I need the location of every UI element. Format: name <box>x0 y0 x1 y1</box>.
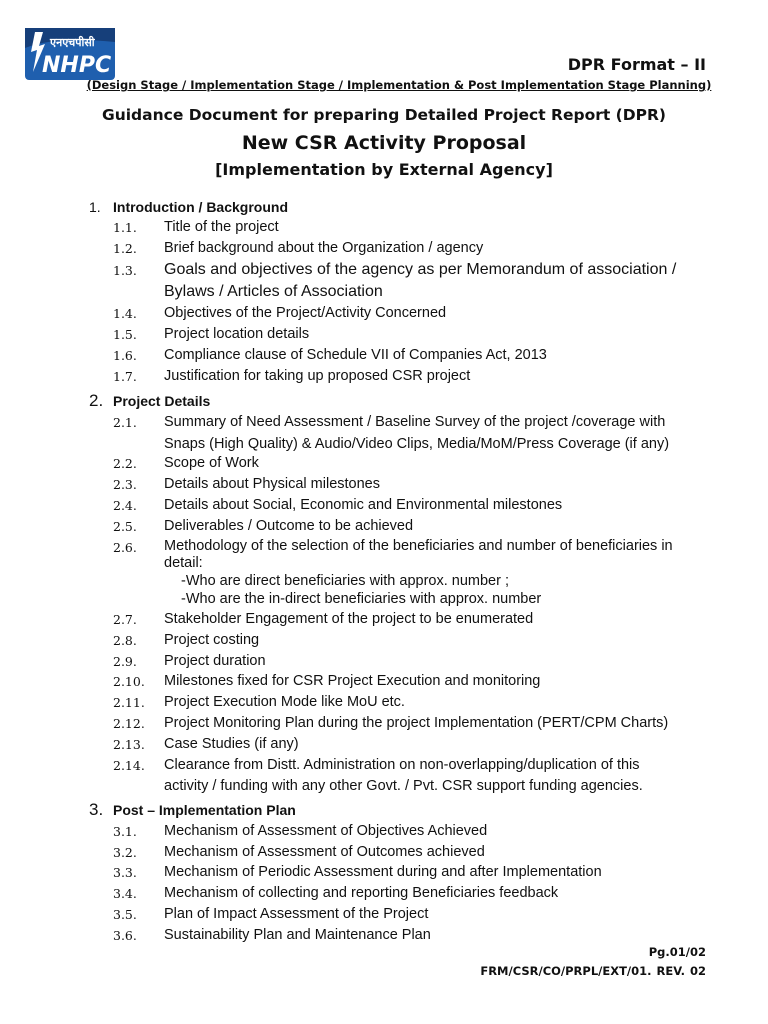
section-3-heading: 3. Post – Implementation Plan <box>89 800 296 819</box>
list-item: 2.7. Stakeholder Engagement of the project to be enumerated <box>113 611 534 627</box>
implementation-title: [Implementation by External Agency] <box>215 160 553 179</box>
list-item: 2.1. Summary of Need Assessment / Baseline Survey of the project /coverage with Snaps (High Quality) & Audio/Video Clips, Media/MoM/Press Coverage (if any) <box>113 414 670 452</box>
list-item: 2.3. Details about Physical milestones <box>113 476 380 492</box>
list-item: 2.8. Project costing <box>113 632 260 648</box>
list-item: 2.2. Scope of Work <box>113 455 259 471</box>
list-item: 3.5. Plan of Impact Assessment of the Project <box>113 906 429 922</box>
nhpc-logo-mark <box>25 28 115 80</box>
list-item: 1.2. Brief background about the Organization / agency <box>113 240 484 256</box>
format-label: DPR Format – II <box>567 55 706 74</box>
list-item: 3.3. Mechanism of Periodic Assessment during and after Implementation <box>113 864 602 880</box>
list-item: 2.4. Details about Social, Economic and Environmental milestones <box>113 497 563 513</box>
section-2-heading: 2. Project Details <box>89 391 211 410</box>
nhpc-logo <box>25 28 115 80</box>
list-item: 3.2. Mechanism of Assessment of Outcomes achieved <box>113 844 485 860</box>
logo-text: NHPC <box>42 53 112 78</box>
list-item: 3.1. Mechanism of Assessment of Objectives Achieved <box>113 823 488 839</box>
list-item: 2.10. Milestones fixed for CSR Project Execution and monitoring <box>113 673 541 689</box>
list-item: 3.6. Sustainability Plan and Maintenance Plan <box>113 927 431 943</box>
list-item: 2.6. Methodology of the selection of the beneficiaries and number of beneficiaries in detail: -Who are direct beneficiaries with approx. number ; -Who are the in-direct beneficiaries with approx. number <box>113 538 673 607</box>
logo-devanagari: एनएचपीसी <box>50 36 95 49</box>
list-item: 1.4. Objectives of the Project/Activity Concerned <box>113 305 447 321</box>
list-item: 2.12. Project Monitoring Plan during the project Implementation (PERT/CPM Charts) <box>113 715 669 731</box>
list-item: 1.6. Compliance clause of Schedule VII of Companies Act, 2013 <box>113 347 547 363</box>
list-item: 1.5. Project location details <box>113 326 310 342</box>
page-number: Pg.01/02 <box>648 945 706 959</box>
guidance-title: Guidance Document for preparing Detailed Project Report (DPR) <box>101 106 667 124</box>
stages-line: (Design Stage / Implementation Stage / Implementation & Post Implementation Stage Planning) <box>86 78 712 92</box>
list-item: 1.1. Title of the project <box>113 219 279 235</box>
list-item: 2.13. Case Studies (if any) <box>113 736 299 752</box>
list-item: 2.14. Clearance from Distt. Administration on non-overlapping/duplication of this activity / funding with any other Govt. / Pvt. CSR support funding agencies. <box>113 757 643 794</box>
list-item: 3.4. Mechanism of collecting and reporting Beneficiaries feedback <box>113 885 559 901</box>
list-item: 1.7. Justification for taking up proposed CSR project <box>113 368 471 384</box>
proposal-title: New CSR Activity Proposal <box>241 132 527 154</box>
list-item: 1.3. Goals and objectives of the agency as per Memorandum of association / Bylaws / Articles of Association <box>113 261 677 300</box>
form-code: FRM/CSR/CO/PRPL/EXT/01. REV. 02 <box>480 964 706 978</box>
list-item: 2.9. Project duration <box>113 653 266 669</box>
section-1-heading: 1. Introduction / Background <box>89 199 288 215</box>
list-item: 2.11. Project Execution Mode like MoU etc. <box>113 694 405 710</box>
list-item: 2.5. Deliverables / Outcome to be achieved <box>113 518 414 534</box>
